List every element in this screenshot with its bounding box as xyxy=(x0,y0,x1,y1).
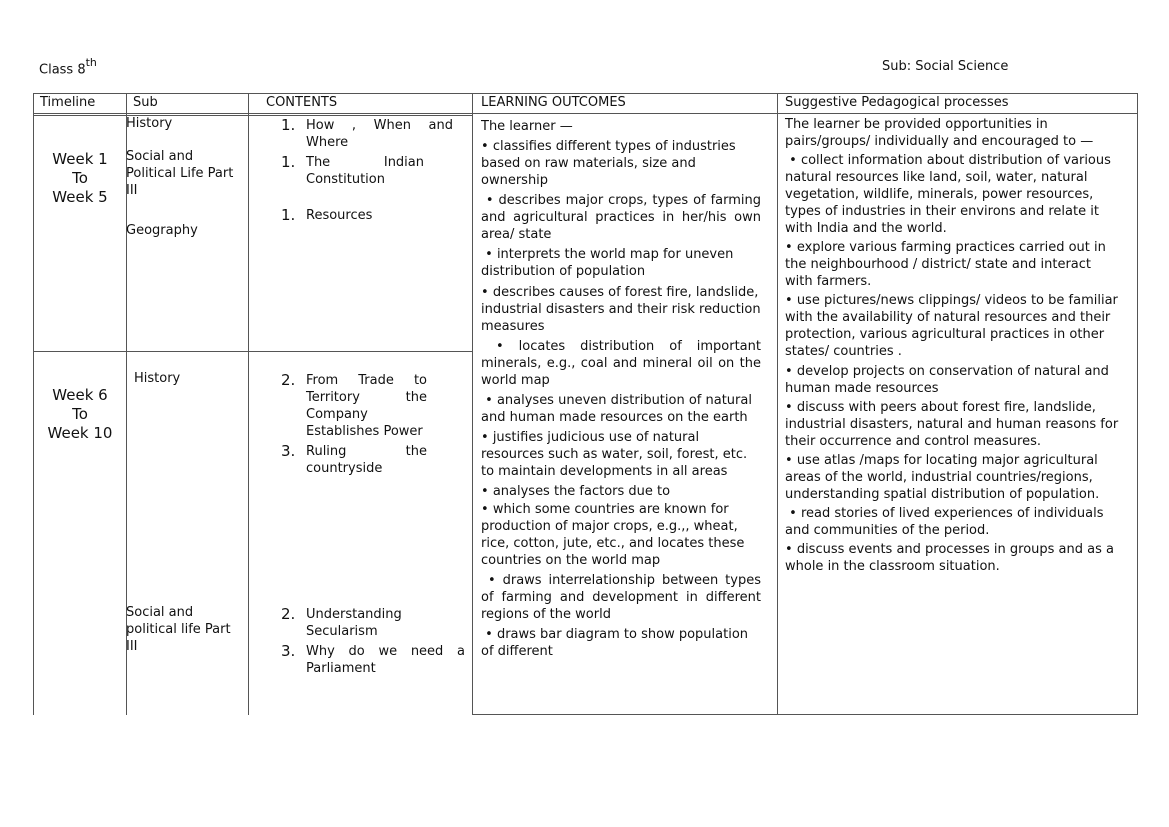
table-top-border xyxy=(33,93,1138,94)
col-header-sub: Sub xyxy=(133,95,158,110)
subject-social-political-life: Social and political life Part III xyxy=(126,605,231,654)
content-number: 3. xyxy=(281,642,296,660)
learning-outcomes-intro: The learner — xyxy=(481,119,573,134)
content-number: 2. xyxy=(281,605,296,623)
subject-social-political-life: Social and Political Life Part III xyxy=(126,149,234,198)
timeline-row-1 xyxy=(35,150,125,207)
col-header-contents: CONTENTS xyxy=(266,95,338,110)
col-header-pedagogy: Suggestive Pedagogical processes xyxy=(785,95,1009,110)
header-double-border xyxy=(33,115,473,116)
timeline-to: To xyxy=(72,169,88,187)
timeline-to: To xyxy=(72,405,88,423)
subject-history: History xyxy=(134,371,181,386)
list-item: • which some countries are known for production of major crops, e.g.,, wheat, rice, cotton, jute, etc., and locates these countries on the world map xyxy=(481,502,745,568)
subject-label: Sub: Social Science xyxy=(882,59,1009,74)
col-header-timeline: Timeline xyxy=(40,95,96,110)
list-item: • draws interrelationship between types of farming and development in different regions of the world xyxy=(481,573,761,622)
list-item: • develop projects on conservation of natural and human made resources xyxy=(785,364,1109,396)
row-divider xyxy=(33,351,473,352)
learning-outcomes-list xyxy=(481,118,761,660)
timeline-start: Week 1 xyxy=(52,150,108,168)
list-item: • explore various farming practices carried out in the neighbourhood / district/ state and interact with farmers. xyxy=(785,240,1106,289)
timeline-row-2 xyxy=(35,386,125,443)
col-border-2 xyxy=(248,93,249,715)
subject-geography: Geography xyxy=(126,223,198,238)
content-number: 2. xyxy=(281,371,296,389)
content-number: 1. xyxy=(281,153,296,171)
timeline-end: Week 5 xyxy=(52,188,108,206)
list-item: • discuss with peers about forest fire, landslide, industrial disasters, natural and human reasons for their occurrence and control measures. xyxy=(785,400,1119,449)
content-number: 1. xyxy=(281,116,296,134)
list-item: • analyses the factors due to xyxy=(481,484,671,499)
col-header-learning-outcomes: LEARNING OUTCOMES xyxy=(481,95,626,110)
list-item: • describes causes of forest fire, landslide, industrial disasters and their risk reduction measures xyxy=(481,285,761,334)
list-item: • use pictures/news clippings/ videos to be familiar with the availability of natural resources and their protection, various agricultural practices in other states/ countries . xyxy=(785,293,1118,359)
content-number: 1. xyxy=(281,206,296,224)
list-item: • draws bar diagram to show population of different xyxy=(481,627,749,659)
col-border-4 xyxy=(777,93,778,715)
col-border-0 xyxy=(33,93,34,715)
list-item: • discuss events and processes in groups and as a whole in the classroom situation. xyxy=(785,542,1114,574)
content-item: Why do we need a Parliament xyxy=(306,644,465,676)
list-item: • use atlas /maps for locating major agricultural areas of the world, industrial countries/regions, understanding spatial distribution of population. xyxy=(785,453,1100,502)
content-item: How , When and Where xyxy=(306,118,453,150)
list-item: • read stories of lived experiences of individuals and communities of the period. xyxy=(785,506,1104,538)
list-item: • collect information about distribution of various natural resources like land, soil, water, natural vegetation, wildlife, minerals, power resources, types of industries in their environs and relate it with India and the world. xyxy=(785,153,1111,236)
content-item: Ruling the countryside xyxy=(306,444,427,476)
col-border-3 xyxy=(472,93,473,715)
content-item: Resources xyxy=(306,208,373,223)
list-item: • describes major crops, types of farming and agricultural practices in her/his own area/ state xyxy=(481,193,761,242)
pedagogy-list xyxy=(785,116,1120,575)
timeline-start: Week 6 xyxy=(52,386,108,404)
content-item: From Trade to Territory the Company Establishes Power xyxy=(306,373,427,439)
class-superscript: th xyxy=(85,56,97,69)
pedagogy-intro: The learner be provided opportunities in pairs/groups/ individually and encouraged to — xyxy=(785,117,1094,149)
list-item: • justifies judicious use of natural resources such as water, soil, forest, etc. to maintain developments in all areas xyxy=(481,430,748,479)
class-label: Class 8th xyxy=(39,56,97,78)
col-border-5 xyxy=(1137,93,1138,715)
table-bottom-border xyxy=(472,714,1138,715)
list-item: • locates distribution of important minerals, e.g., coal and mineral oil on the world map xyxy=(481,339,761,388)
list-item: • analyses uneven distribution of natural and human made resources on the earth xyxy=(481,393,752,425)
content-item: The Indian Constitution xyxy=(306,155,424,187)
subject-history: History xyxy=(126,116,173,131)
timeline-end: Week 10 xyxy=(47,424,113,442)
list-item: • interprets the world map for uneven distribution of population xyxy=(481,247,734,279)
content-number: 3. xyxy=(281,442,296,460)
content-item: Understanding Secularism xyxy=(306,607,402,639)
header-bottom-border xyxy=(33,113,1138,114)
list-item: • classifies different types of industries based on raw materials, size and ownership xyxy=(481,139,736,188)
